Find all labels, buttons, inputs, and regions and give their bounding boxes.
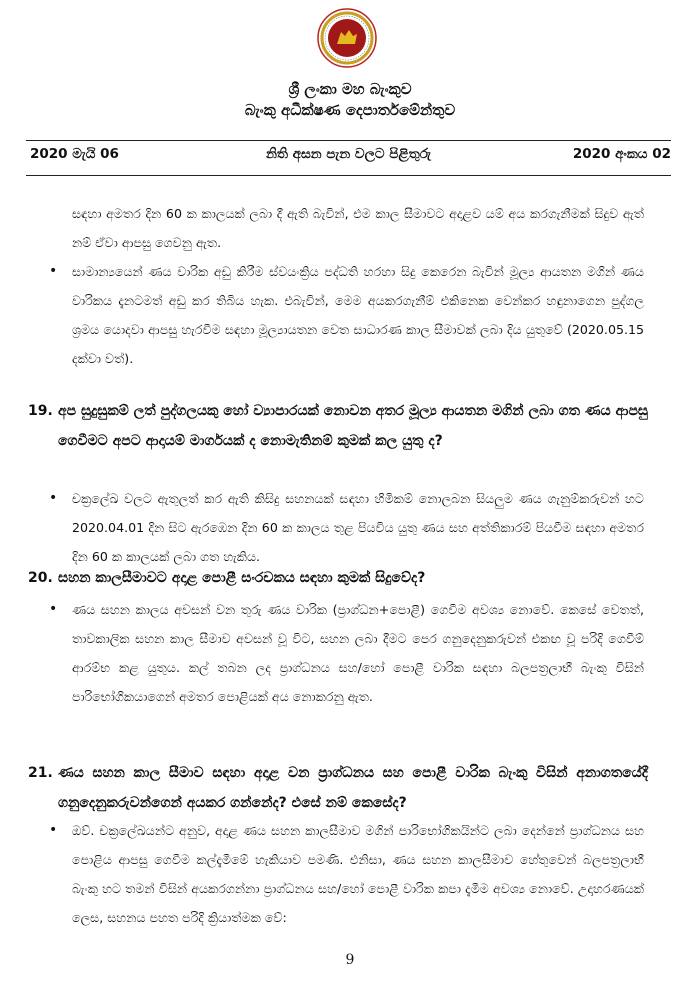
header-bar <box>26 146 671 168</box>
issue-number: 2020 අංකය 02 <box>572 146 671 162</box>
document-title: නිති අසන පැන වලට පිළිතුරු <box>266 146 431 162</box>
org-name-bank: ශ්‍රී ලංකා මහ බැංකුව <box>288 80 412 98</box>
bullet-dot: • <box>49 490 58 506</box>
page-number: 9 <box>345 952 355 968</box>
question-19-text: අප සුදුසුකම් ලත් පුද්ගලයකු හෝ ව්‍යාපාරයක් නොවන අතර මූල්‍ය ආයතන මගින් ලබා ගත ණය ආපසු ගෙවීමට අපට ආදායම් මාර්ගයක් ද නොමැතිනම් කුමක් කල යුතු ද? <box>58 403 648 449</box>
paragraph-continued: සඳහා අමතර දින 60 ක කාලයක් ලබා දී ඇති බැවින්, එම කාල සීමාවට අදාළව යම් අය කරගැනීමක් සිදුව ඇත් නම් ඒවා ආපසු ගෙවනු ඇත. <box>72 206 644 250</box>
bullet-paragraph: සාමාන්‍යයෙන් ණය වාරික අඩු කිරීම ස්වයංක්‍රිය පද්ධති හරහා සිදු කෙරෙන බැවින් මූල්‍ය ආයතන මගින් ණය වාරිකය දැනටමත් අඩු කර තිබිය හැක. එබැවින්, මෙම අයකරගැනීම් එකිනෙක වෙන්කර හඳුනාගෙන පුද්ගල ශ්‍රමය යොදවා ආපසු හැරවීම සඳහා මූල්‍යායතන වෙත සාධාරණ කාල සීමාවක් ලබා දිය යුතුවේ (2020.05.15 දක්වා වත්). <box>72 264 644 366</box>
answer-20: ණය සහන කාලය අවසන් වන තුරු ණය වාරික (ප්‍රාග්ධන+පොළී) ගෙවීම අවශ්‍ය නොවේ. කෙසේ වෙතත්, තාවකාලික සහන කාල සීමාව අවසන් වූ විට, සහන ලබා දීමට පෙර ගනුදෙනුකරුවන් එකඟ වූ පරිදි ගෙවීම් ආරම්භ කළ යුතුය. කල් තබන ලද ප්‍රාග්ධනය සහ/හෝ පොළී වාරික සඳහා බලපත්‍රලාභී බැංකු විසින් පාරිභෝගිකයාගෙන් අමතර පොළියක් අය නොකරනු ඇත. <box>72 602 644 704</box>
central-bank-seal-logo <box>301 4 393 68</box>
issue-date: 2020 මැයි 06 <box>30 146 119 162</box>
header-top-rule <box>26 140 671 141</box>
question-21-text: ණය සහන කාල සීමාව සඳහා අදාළ වන ප්‍රාග්ධනය සහ පොළී වාරික බැංකු විසින් අනාගතයේදී ගනුදෙනුකරුවන්ගෙන් අයකර ගන්නේද? එසේ නම් කෙසේද? <box>58 765 648 811</box>
header-bottom-rule <box>26 175 671 176</box>
question-20-text: සහන කාලසීමාවට අදාළ පොළී සංරචකය සඳහා කුමක් සිදුවේද? <box>58 570 426 586</box>
answer-21: ඔව්. චක්‍රලේඛයන්ට අනුව, අදාළ ණය සහන කාලසීමාව මගින් පාරිභෝගිකයින්ට ලබා දෙන්නේ ප්‍රාග්ධනය සහ පොළිය ආපසු ගෙවීම කල්දැමීමේ හැකියාව පමණි. එනිසා, ණය සහන කාලසීමාව හේතුවෙන් බලපත්‍රලාභී බැංකු හට තමන් විසින් අයකරගන්නා ප්‍රාග්ධනය සහ/හෝ පොළී වාරික කපා දැමීම අවශ්‍ය නොවේ. උදාහරණයක් ලෙස, සහනය පහත පරිදි ක්‍රියාත්මක වේ: <box>72 823 644 925</box>
bullet-dot: • <box>49 263 58 279</box>
bullet-dot: • <box>49 822 58 838</box>
org-name-department: බැංකු අධීක්ෂණ දෙපාර්තමේන්තුව <box>244 101 456 119</box>
question-19-number: 19. <box>28 403 53 419</box>
bullet-dot: • <box>49 601 58 617</box>
answer-19: චක්‍රලේඛ වලට ඇතුලත් කර ඇති කිසිදු සහනයක් සඳහා හිමිකම් නොලබන සියලුම ණය ගැනුම්කරුවන් හට 2020.04.01 දින සිට ඇරඹෙන දින 60 ක කාලය තුළ පියවිය යුතු ණය සහ අත්තිකාරම් පියවීම සඳහා අමතර දින 60 ක කාලයක් ලබා ගත හැකිය. <box>72 491 644 564</box>
question-20-number: 20. <box>28 570 53 586</box>
question-21-number: 21. <box>28 765 53 781</box>
